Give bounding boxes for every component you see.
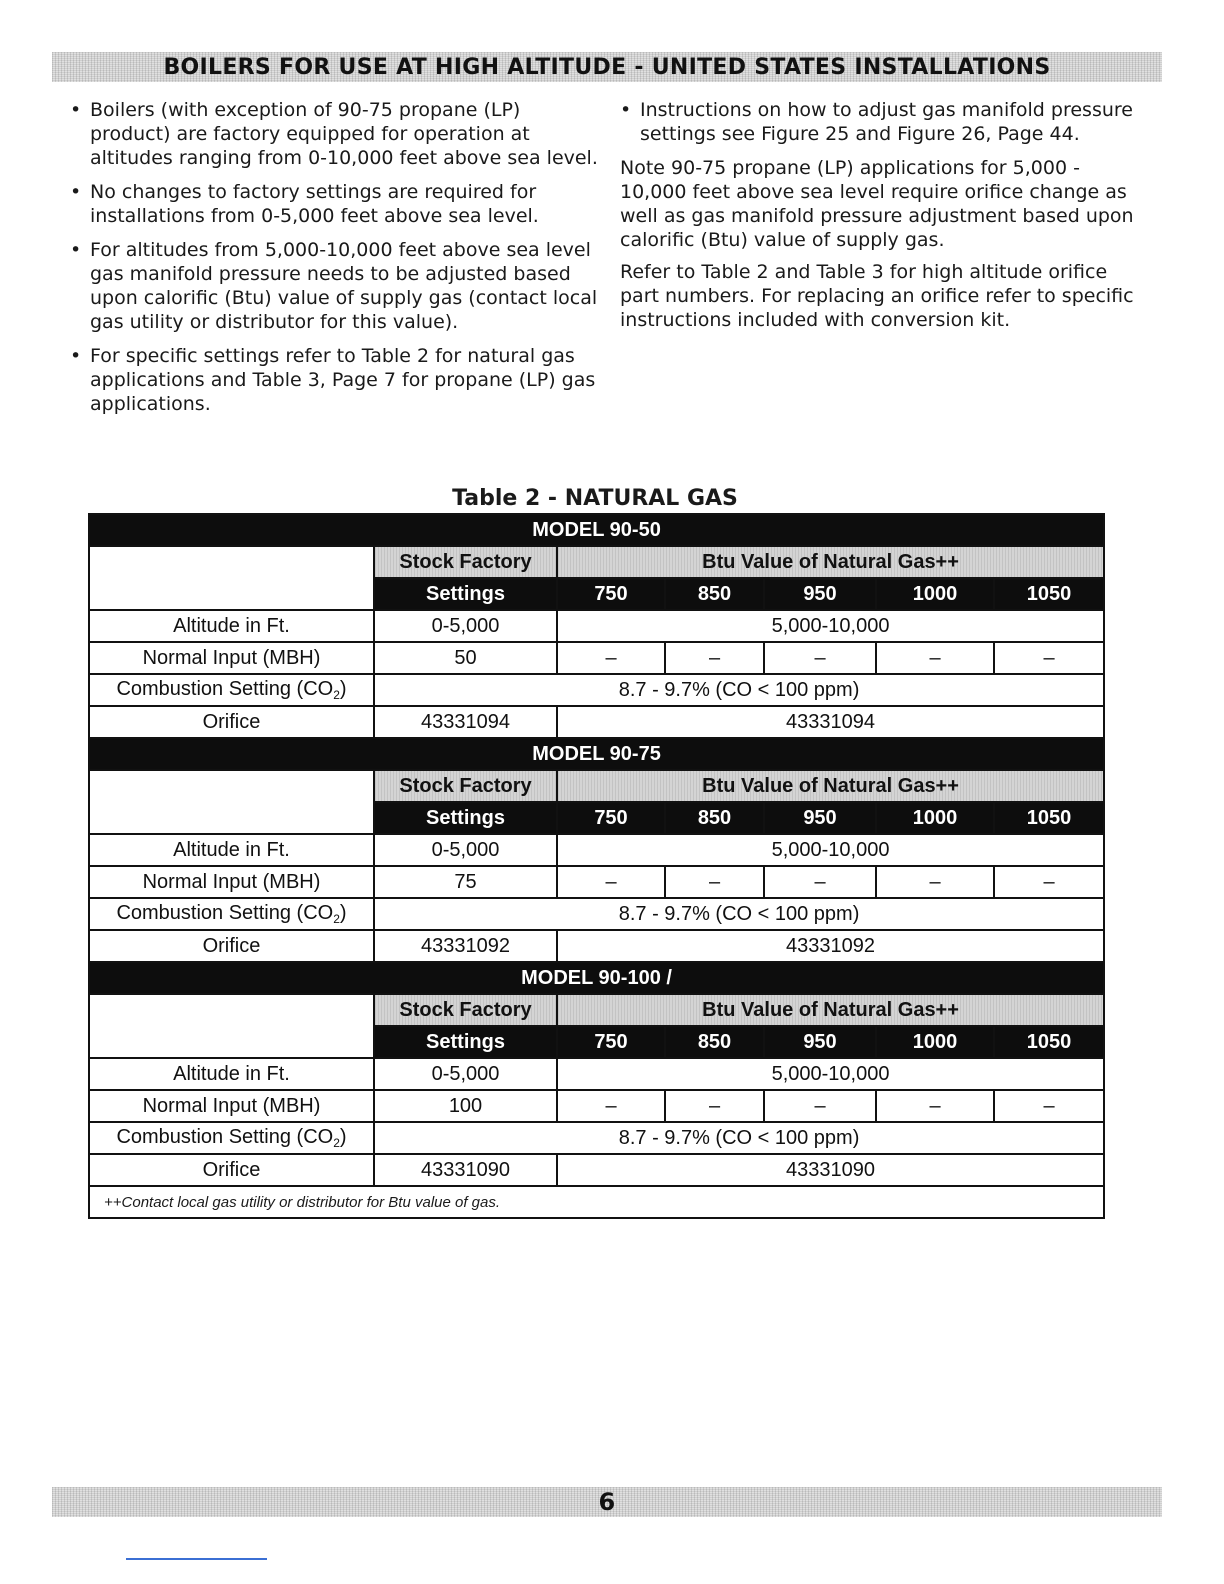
orifice-row <box>89 930 1104 962</box>
btu-value-label: Btu Value of Natural Gas++ <box>557 546 1104 578</box>
combustion-label-text: Combustion Setting (CO <box>116 678 334 700</box>
model-name: MODEL 90-50 <box>89 514 1104 546</box>
bullet-no-changes: • No changes to factory settings are required for installations from 0-5,000 feet above sea level. <box>70 180 600 228</box>
input-dash: – <box>764 642 876 674</box>
btu-column-1000: 1000 <box>876 1026 994 1058</box>
btu-column-850: 850 <box>665 1026 764 1058</box>
right-column <box>620 98 1140 340</box>
input-dash: – <box>764 866 876 898</box>
model-name: MODEL 90-75 <box>89 738 1104 770</box>
input-dash: – <box>557 1090 665 1122</box>
altitude-stock: 0-5,000 <box>374 1058 557 1090</box>
input-label: Normal Input (MBH) <box>89 642 374 674</box>
orifice-stock: 43331092 <box>374 930 557 962</box>
model-header-row <box>89 738 1104 770</box>
btu-column-1050: 1050 <box>994 578 1104 610</box>
input-dash: – <box>876 642 994 674</box>
stock-factory-label: Stock Factory <box>374 770 557 802</box>
combustion-row <box>89 898 1104 930</box>
combustion-value: 8.7 - 9.7% (CO < 100 ppm) <box>374 674 1104 706</box>
combustion-label-sub: 2 <box>333 1136 340 1150</box>
orifice-stock: 43331090 <box>374 1154 557 1186</box>
bottom-link-line <box>126 1558 267 1560</box>
input-row <box>89 1090 1104 1122</box>
btu-value-label: Btu Value of Natural Gas++ <box>557 994 1104 1026</box>
blank-header-cell <box>89 546 374 610</box>
btu-value-label: Btu Value of Natural Gas++ <box>557 770 1104 802</box>
settings-label: Settings <box>374 1026 557 1058</box>
input-dash: – <box>764 1090 876 1122</box>
input-dash: – <box>994 642 1104 674</box>
model-name: MODEL 90-100 / <box>89 962 1104 994</box>
combustion-row <box>89 1122 1104 1154</box>
btu-column-750: 750 <box>557 1026 665 1058</box>
input-dash: – <box>557 866 665 898</box>
btu-column-850: 850 <box>665 578 764 610</box>
note-propane: Note 90-75 propane (LP) applications for 5,000 - 10,000 feet above sea level require orifice change as well as gas manifold pressure adjustment based upon calorific (Btu) value of supply gas. <box>620 157 1134 251</box>
combustion-label-end: ) <box>339 678 347 700</box>
btu-column-1050: 1050 <box>994 1026 1104 1058</box>
bullet-altitude-adjust: • For altitudes from 5,000-10,000 feet above sea level gas manifold pressure needs to be adjusted based upon calorific (Btu) value of supply gas (contact local gas utility or distributor for this value). <box>70 238 600 334</box>
orifice-label: Orifice <box>89 706 374 738</box>
btu-column-750: 750 <box>557 802 665 834</box>
bullet-specific-settings: • For specific settings refer to Table 2 for natural gas applications and Table 3, Page 7 for propane (LP) gas applications. <box>70 344 600 416</box>
bullet-factory-equipped: • Boilers (with exception of 90-75 propane (LP) product) are factory equipped for operation at altitudes ranging from 0-10,000 feet above sea level. <box>70 98 600 170</box>
input-dash: – <box>557 642 665 674</box>
btu-column-850: 850 <box>665 802 764 834</box>
altitude-label: Altitude in Ft. <box>89 610 374 642</box>
btu-column-750: 750 <box>557 578 665 610</box>
input-dash: – <box>665 642 764 674</box>
settings-label: Settings <box>374 802 557 834</box>
input-row <box>89 642 1104 674</box>
input-dash: – <box>876 1090 994 1122</box>
input-dash: – <box>994 866 1104 898</box>
refer-tables: Refer to Table 2 and Table 3 for high altitude orifice part numbers. For replacing an orifice refer to specific instructions included with conversion kit. <box>620 261 1134 331</box>
input-dash: – <box>665 1090 764 1122</box>
input-label: Normal Input (MBH) <box>89 866 374 898</box>
btu-header-row <box>89 546 1104 578</box>
orifice-high: 43331092 <box>557 930 1104 962</box>
altitude-stock: 0-5,000 <box>374 834 557 866</box>
orifice-row <box>89 1154 1104 1186</box>
btu-column-950: 950 <box>764 578 876 610</box>
combustion-value: 8.7 - 9.7% (CO < 100 ppm) <box>374 898 1104 930</box>
altitude-high: 5,000-10,000 <box>557 610 1104 642</box>
altitude-stock: 0-5,000 <box>374 610 557 642</box>
btu-column-950: 950 <box>764 802 876 834</box>
orifice-stock: 43331094 <box>374 706 557 738</box>
orifice-label: Orifice <box>89 1154 374 1186</box>
page-number: 6 <box>598 1488 616 1516</box>
combustion-label-end: ) <box>339 1126 347 1148</box>
left-column <box>70 98 600 426</box>
combustion-label-text: Combustion Setting (CO <box>116 902 334 924</box>
stock-factory-label: Stock Factory <box>374 546 557 578</box>
blank-header-cell <box>89 994 374 1058</box>
input-dash: – <box>665 866 764 898</box>
input-stock: 100 <box>374 1090 557 1122</box>
combustion-value: 8.7 - 9.7% (CO < 100 ppm) <box>374 1122 1104 1154</box>
btu-column-1050: 1050 <box>994 802 1104 834</box>
altitude-high: 5,000-10,000 <box>557 834 1104 866</box>
btu-column-1000: 1000 <box>876 578 994 610</box>
combustion-label <box>89 898 374 930</box>
altitude-row <box>89 834 1104 866</box>
model-header-row <box>89 514 1104 546</box>
section-header-band <box>52 52 1162 82</box>
orifice-label: Orifice <box>89 930 374 962</box>
btu-header-row <box>89 770 1104 802</box>
input-dash: – <box>876 866 994 898</box>
orifice-row <box>89 706 1104 738</box>
model-header-row <box>89 962 1104 994</box>
section-title: BOILERS FOR USE AT HIGH ALTITUDE - UNITED STATES INSTALLATIONS <box>163 54 1051 80</box>
combustion-label-text: Combustion Setting (CO <box>116 1126 334 1148</box>
bullet-instructions: • Instructions on how to adjust gas manifold pressure settings see Figure 25 and Figure 26, Page 44. <box>620 98 1140 146</box>
combustion-label <box>89 674 374 706</box>
table-footnote: ++Contact local gas utility or distributor for Btu value of gas. <box>89 1186 1104 1218</box>
input-label: Normal Input (MBH) <box>89 1090 374 1122</box>
input-stock: 50 <box>374 642 557 674</box>
orifice-high: 43331090 <box>557 1154 1104 1186</box>
input-stock: 75 <box>374 866 557 898</box>
altitude-label: Altitude in Ft. <box>89 1058 374 1090</box>
altitude-label: Altitude in Ft. <box>89 834 374 866</box>
blank-header-cell <box>89 770 374 834</box>
footer-band <box>52 1487 1162 1517</box>
altitude-row <box>89 1058 1104 1090</box>
btu-column-1000: 1000 <box>876 802 994 834</box>
combustion-label <box>89 1122 374 1154</box>
combustion-label-sub: 2 <box>333 912 340 926</box>
btu-column-950: 950 <box>764 1026 876 1058</box>
natural-gas-table <box>88 513 1105 1219</box>
combustion-label-end: ) <box>339 902 347 924</box>
input-row <box>89 866 1104 898</box>
combustion-label-sub: 2 <box>333 688 340 702</box>
combustion-row <box>89 674 1104 706</box>
btu-header-row <box>89 994 1104 1026</box>
settings-label: Settings <box>374 578 557 610</box>
orifice-high: 43331094 <box>557 706 1104 738</box>
input-dash: – <box>994 1090 1104 1122</box>
altitude-high: 5,000-10,000 <box>557 1058 1104 1090</box>
altitude-row <box>89 610 1104 642</box>
stock-factory-label: Stock Factory <box>374 994 557 1026</box>
table-title: Table 2 - NATURAL GAS <box>452 486 738 511</box>
